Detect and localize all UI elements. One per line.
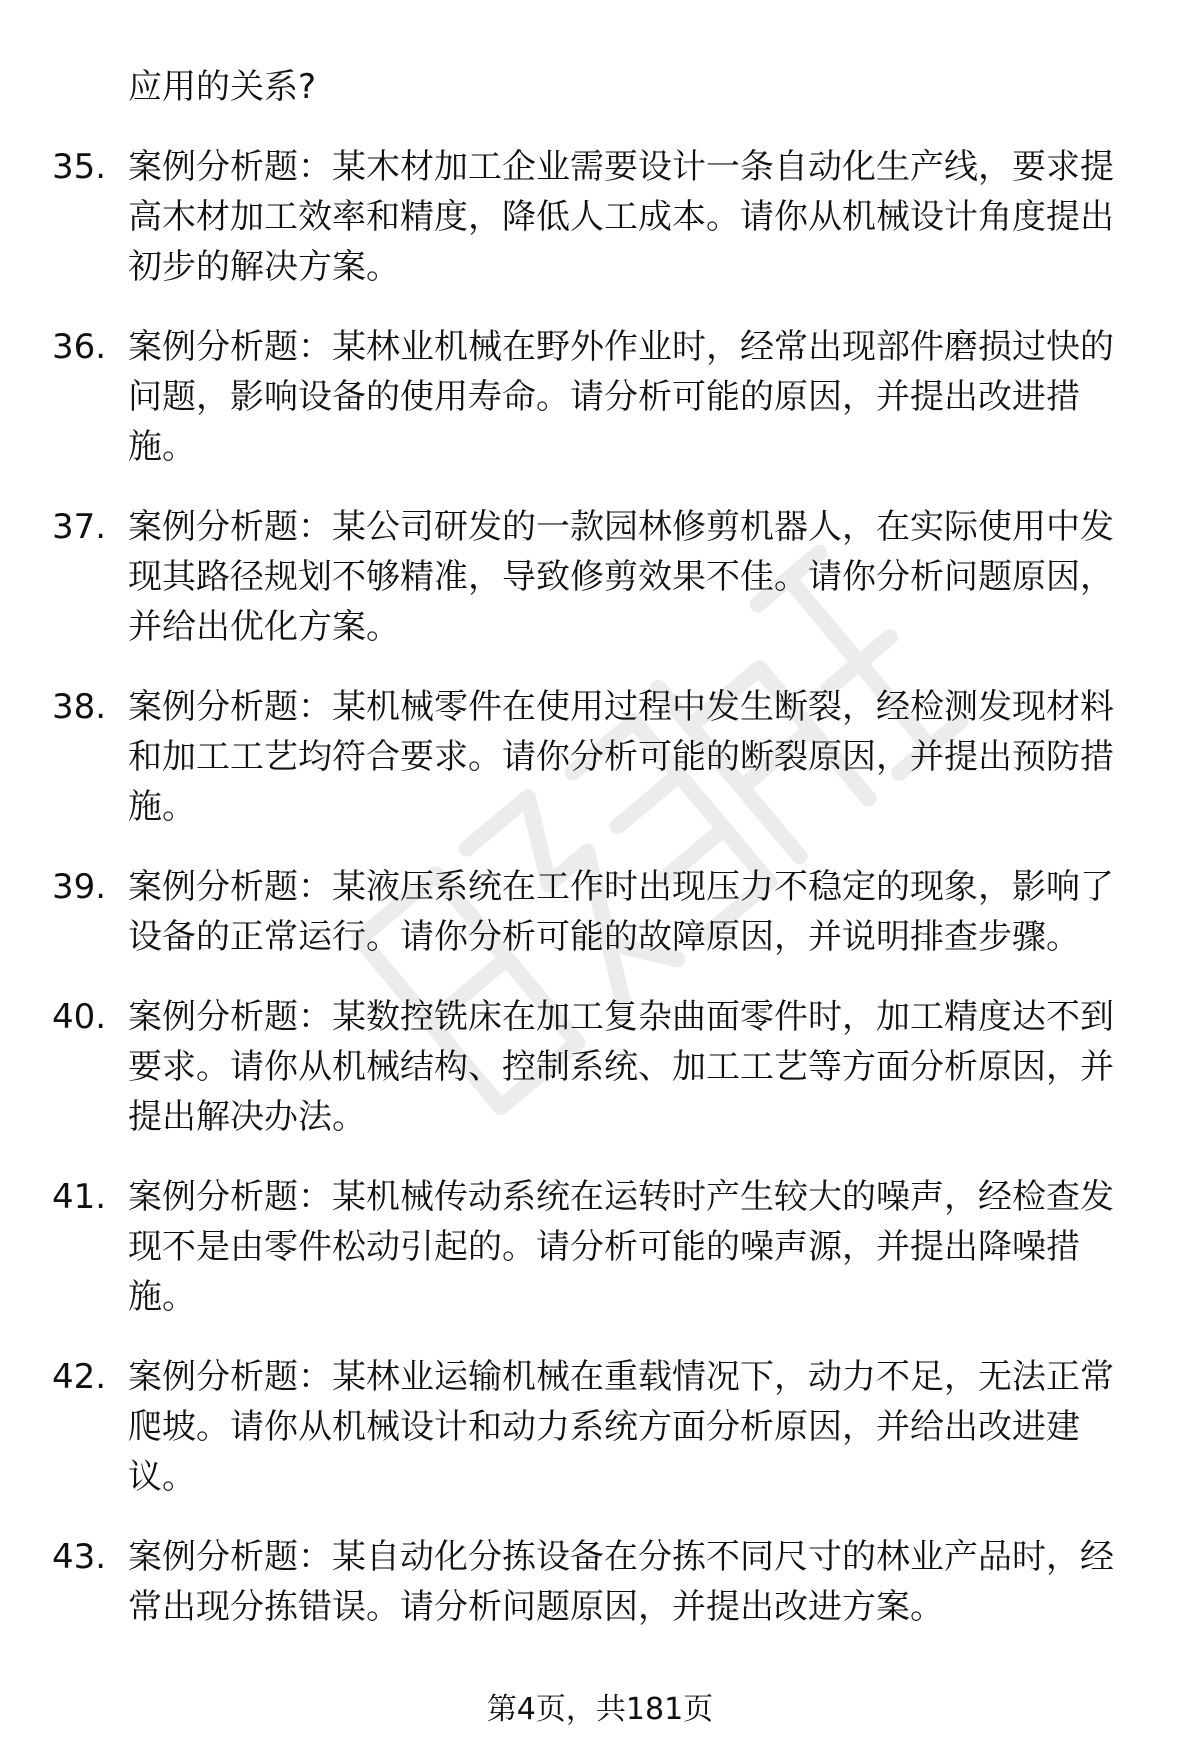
question-item — [52, 322, 1138, 472]
question-item — [52, 992, 1138, 1142]
question-item — [52, 682, 1138, 832]
question-number: 42. — [52, 1357, 107, 1397]
question-text: 案例分析题：某机械零件在使用过程中发生断裂，经检测发现材料和加工工艺均符合要求。请你分析可能的断裂原因，并提出预防措施。 — [128, 687, 1114, 827]
question-text: 案例分析题：某木材加工企业需要设计一条自动化生产线，要求提高木材加工效率和精度，降低人工成本。请你从机械设计角度提出初步的解决方案。 — [128, 147, 1114, 287]
question-text: 案例分析题：某机械传动系统在运转时产生较大的噪声，经检查发现不是由零件松动引起的。请分析可能的噪声源，并提出降噪措施。 — [128, 1177, 1114, 1317]
question-number: 38. — [52, 687, 107, 727]
question-item — [52, 1532, 1138, 1632]
question-item — [52, 1352, 1138, 1502]
question-item — [52, 502, 1138, 652]
question-number: 39. — [52, 867, 107, 907]
question-number: 41. — [52, 1177, 107, 1217]
question-item — [52, 862, 1138, 962]
question-number: 36. — [52, 327, 107, 367]
question-item — [52, 1172, 1138, 1322]
question-number: 43. — [52, 1537, 107, 1577]
question-number: 35. — [52, 147, 107, 187]
question-number: 40. — [52, 997, 107, 1037]
question-text: 案例分析题：某林业运输机械在重载情况下，动力不足，无法正常爬坡。请你从机械设计和动力系统方面分析原因，并给出改进建议。 — [128, 1357, 1114, 1497]
question-text: 案例分析题：某公司研发的一款园林修剪机器人，在实际使用中发现其路径规划不够精准，导致修剪效果不佳。请你分析问题原因，并给出优化方案。 — [128, 507, 1114, 647]
question-item — [52, 142, 1138, 292]
question-number: 37. — [52, 507, 107, 547]
page-number-footer: 第4页，共181页 — [486, 1692, 714, 1727]
question-text: 案例分析题：某自动化分拣设备在分拣不同尺寸的林业产品时，经常出现分拣错误。请分析问题原因，并提出改进方案。 — [128, 1537, 1114, 1627]
previous-question-continuation: 应用的关系? — [128, 67, 317, 107]
question-text: 案例分析题：某林业机械在野外作业时，经常出现部件磨损过快的问题，影响设备的使用寿命。请分析可能的原因，并提出改进措施。 — [128, 327, 1114, 467]
question-text: 案例分析题：某数控铣床在加工复杂曲面零件时，加工精度达不到要求。请你从机械结构、控制系统、加工工艺等方面分析原因，并提出解决办法。 — [128, 997, 1114, 1137]
question-text: 案例分析题：某液压系统在工作时出现压力不稳定的现象，影响了设备的正常运行。请你分析可能的故障原因，并说明排查步骤。 — [128, 867, 1114, 957]
